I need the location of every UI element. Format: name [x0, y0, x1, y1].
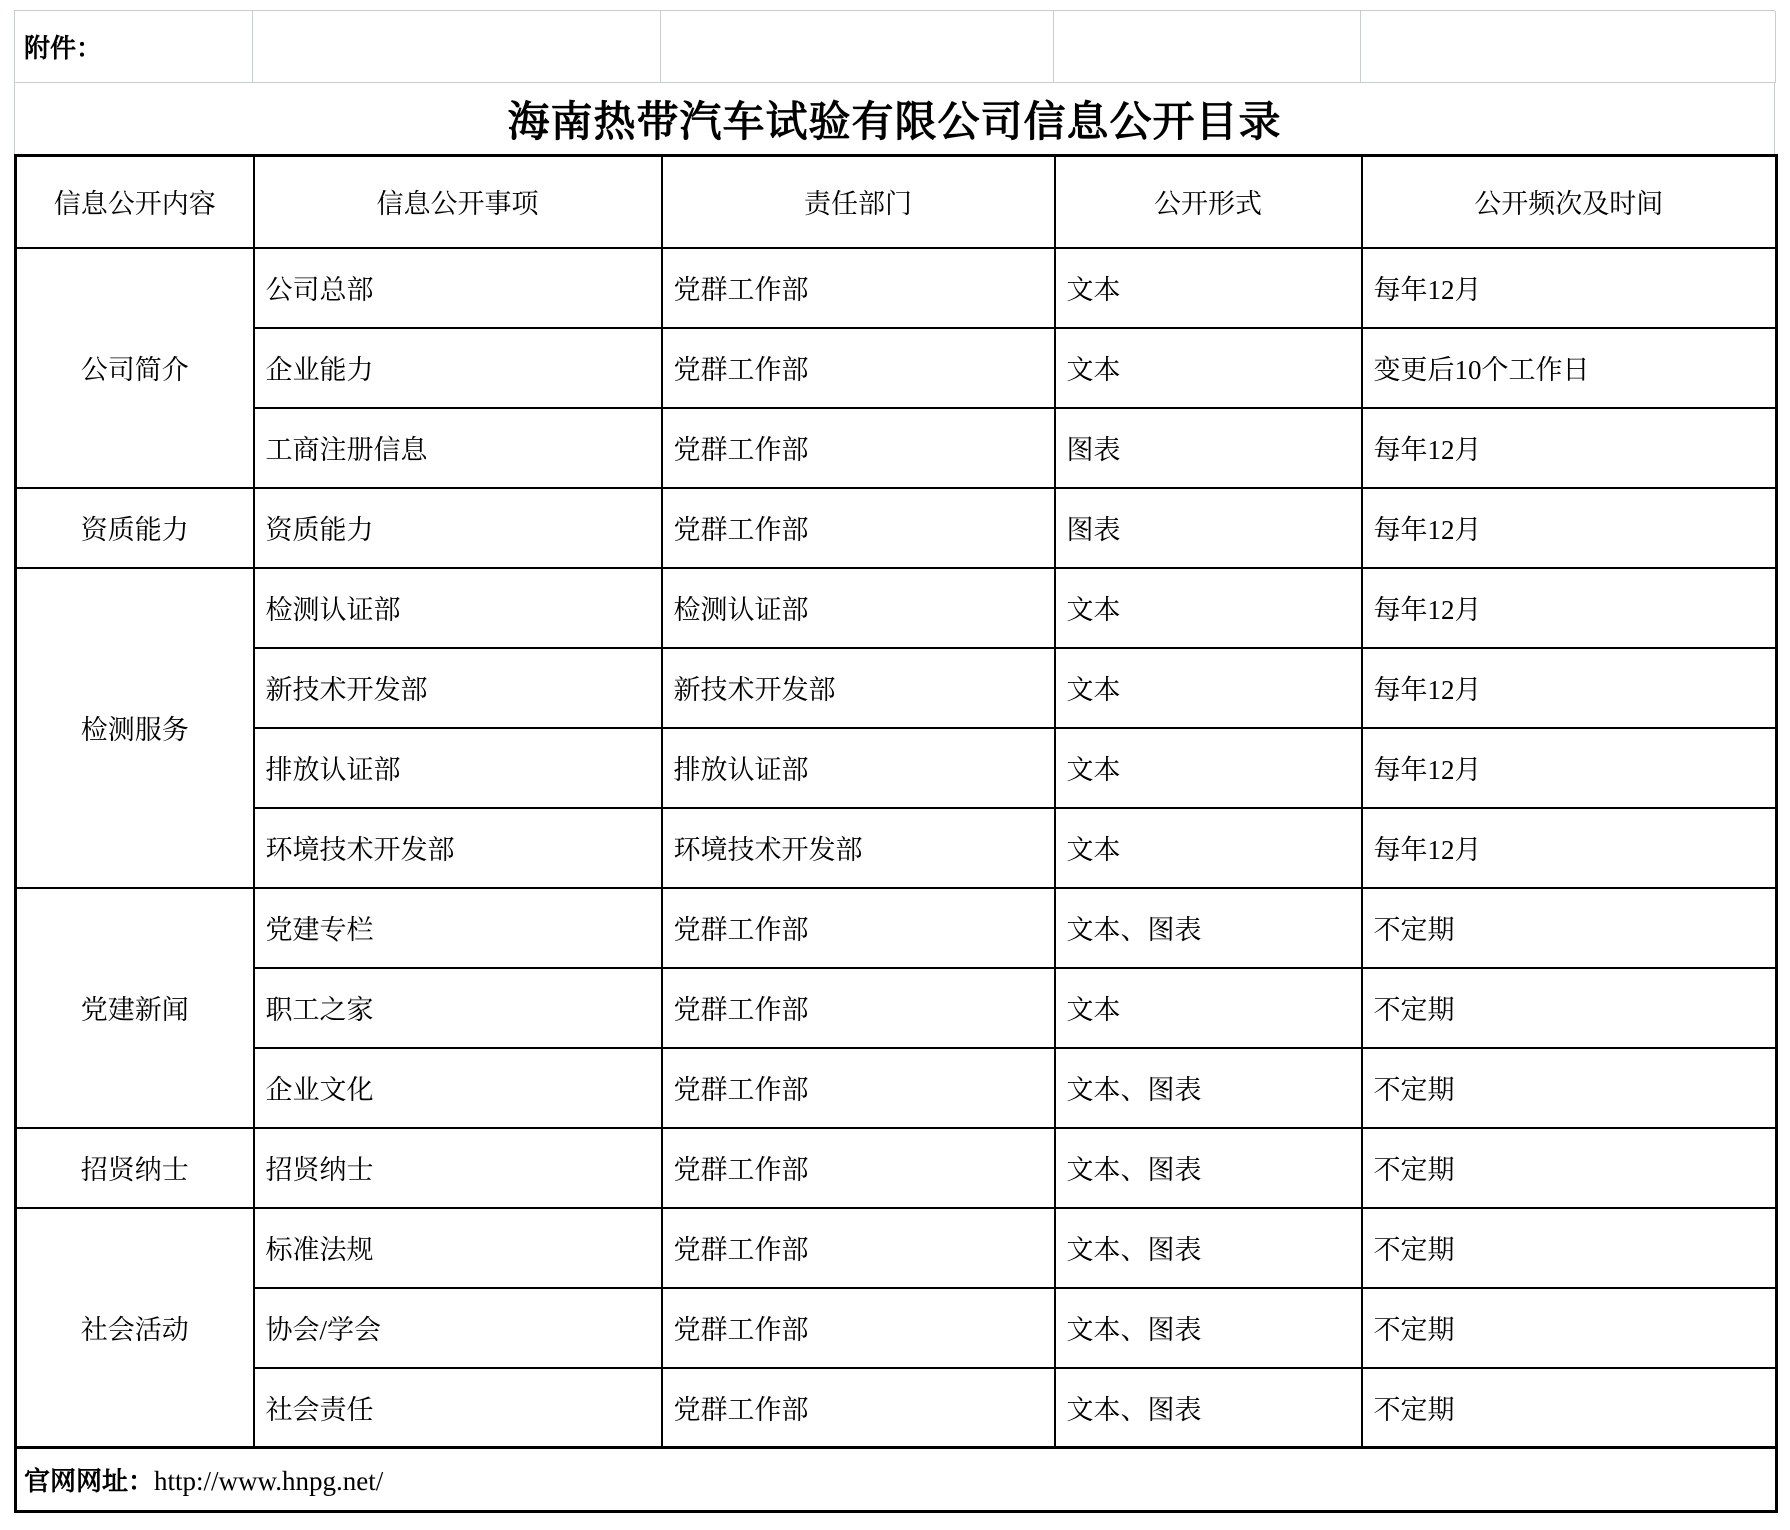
- item-cell: 企业能力: [254, 328, 662, 408]
- item-cell: 党建专栏: [254, 888, 662, 968]
- format-cell: 文本: [1055, 648, 1362, 728]
- department-cell: 环境技术开发部: [662, 808, 1055, 888]
- item-cell: 新技术开发部: [254, 648, 662, 728]
- format-cell: 文本、图表: [1055, 1208, 1362, 1288]
- format-cell: 文本、图表: [1055, 1288, 1362, 1368]
- item-cell: 职工之家: [254, 968, 662, 1048]
- format-cell: 文本、图表: [1055, 888, 1362, 968]
- department-cell: 党群工作部: [662, 1048, 1055, 1128]
- footer-cell: [16, 1448, 1777, 1512]
- table-row: [16, 408, 1777, 488]
- frequency-cell: 不定期: [1362, 1048, 1777, 1128]
- footer-url[interactable]: http://www.hnpg.net/: [154, 1466, 384, 1496]
- frequency-cell: 不定期: [1362, 888, 1777, 968]
- table-row: [16, 968, 1777, 1048]
- department-cell: 排放认证部: [662, 728, 1055, 808]
- frequency-cell: 变更后10个工作日: [1362, 328, 1777, 408]
- frequency-cell: 不定期: [1362, 1288, 1777, 1368]
- department-cell: 党群工作部: [662, 328, 1055, 408]
- department-cell: 党群工作部: [662, 1288, 1055, 1368]
- table-row: [16, 248, 1777, 328]
- frequency-cell: 不定期: [1362, 1128, 1777, 1208]
- attachment-cell: [15, 11, 253, 83]
- footer-row: [16, 1448, 1777, 1512]
- table-row: [16, 1128, 1777, 1208]
- item-cell: 协会/学会: [254, 1288, 662, 1368]
- frequency-cell: 每年12月: [1362, 248, 1777, 328]
- frequency-cell: 每年12月: [1362, 568, 1777, 648]
- frequency-cell: 每年12月: [1362, 648, 1777, 728]
- item-cell: 社会责任: [254, 1368, 662, 1448]
- title-row: [14, 83, 1775, 154]
- department-cell: 党群工作部: [662, 1368, 1055, 1448]
- format-cell: 文本: [1055, 808, 1362, 888]
- table-row: [16, 328, 1777, 408]
- format-cell: 图表: [1055, 488, 1362, 568]
- frequency-cell: 不定期: [1362, 968, 1777, 1048]
- format-cell: 文本、图表: [1055, 1128, 1362, 1208]
- item-cell: 企业文化: [254, 1048, 662, 1128]
- department-cell: 检测认证部: [662, 568, 1055, 648]
- department-cell: 新技术开发部: [662, 648, 1055, 728]
- item-cell: 招贤纳士: [254, 1128, 662, 1208]
- department-cell: 党群工作部: [662, 248, 1055, 328]
- department-cell: 党群工作部: [662, 488, 1055, 568]
- info-disclosure-table: [14, 154, 1778, 1513]
- header-row: [16, 156, 1777, 248]
- table-row: [16, 808, 1777, 888]
- empty-cell: [253, 11, 661, 83]
- item-cell: 工商注册信息: [254, 408, 662, 488]
- format-cell: 文本: [1055, 968, 1362, 1048]
- frequency-cell: 每年12月: [1362, 808, 1777, 888]
- item-cell: 资质能力: [254, 488, 662, 568]
- category-cell: 党建新闻: [16, 888, 254, 1128]
- department-cell: 党群工作部: [662, 888, 1055, 968]
- spreadsheet-page: [14, 10, 1775, 1513]
- format-cell: 文本、图表: [1055, 1368, 1362, 1448]
- empty-cell: [1361, 11, 1776, 83]
- column-header-department: 责任部门: [662, 156, 1055, 248]
- table-row: [16, 1288, 1777, 1368]
- column-header-content: 信息公开内容: [16, 156, 254, 248]
- table-row: [16, 1208, 1777, 1288]
- table-row: [16, 728, 1777, 808]
- department-cell: 党群工作部: [662, 968, 1055, 1048]
- format-cell: 文本: [1055, 728, 1362, 808]
- item-cell: 排放认证部: [254, 728, 662, 808]
- column-header-frequency: 公开频次及时间: [1362, 156, 1777, 248]
- department-cell: 党群工作部: [662, 1128, 1055, 1208]
- frequency-cell: 不定期: [1362, 1368, 1777, 1448]
- table-row: [16, 648, 1777, 728]
- department-cell: 党群工作部: [662, 408, 1055, 488]
- column-header-format: 公开形式: [1055, 156, 1362, 248]
- column-header-item: 信息公开事项: [254, 156, 662, 248]
- frequency-cell: 每年12月: [1362, 408, 1777, 488]
- table-row: [16, 488, 1777, 568]
- category-cell: 资质能力: [16, 488, 254, 568]
- attachment-label: 附件：: [24, 33, 103, 63]
- format-cell: 文本: [1055, 248, 1362, 328]
- table-row: [16, 568, 1777, 648]
- item-cell: 环境技术开发部: [254, 808, 662, 888]
- page-title: 海南热带汽车试验有限公司信息公开目录: [507, 97, 1282, 145]
- table-row: [16, 888, 1777, 968]
- category-cell: 公司简介: [16, 248, 254, 488]
- category-cell: 社会活动: [16, 1208, 254, 1448]
- empty-cell: [661, 11, 1054, 83]
- category-cell: 检测服务: [16, 568, 254, 888]
- category-cell: 招贤纳士: [16, 1128, 254, 1208]
- attachment-row: [14, 10, 1775, 83]
- item-cell: 公司总部: [254, 248, 662, 328]
- item-cell: 检测认证部: [254, 568, 662, 648]
- table-row: [16, 1048, 1777, 1128]
- format-cell: 文本: [1055, 568, 1362, 648]
- department-cell: 党群工作部: [662, 1208, 1055, 1288]
- frequency-cell: 不定期: [1362, 1208, 1777, 1288]
- empty-cell: [1054, 11, 1361, 83]
- frequency-cell: 每年12月: [1362, 488, 1777, 568]
- frequency-cell: 每年12月: [1362, 728, 1777, 808]
- format-cell: 文本: [1055, 328, 1362, 408]
- item-cell: 标准法规: [254, 1208, 662, 1288]
- format-cell: 图表: [1055, 408, 1362, 488]
- format-cell: 文本、图表: [1055, 1048, 1362, 1128]
- table-row: [16, 1368, 1777, 1448]
- footer-label: 官网网址：: [24, 1466, 155, 1496]
